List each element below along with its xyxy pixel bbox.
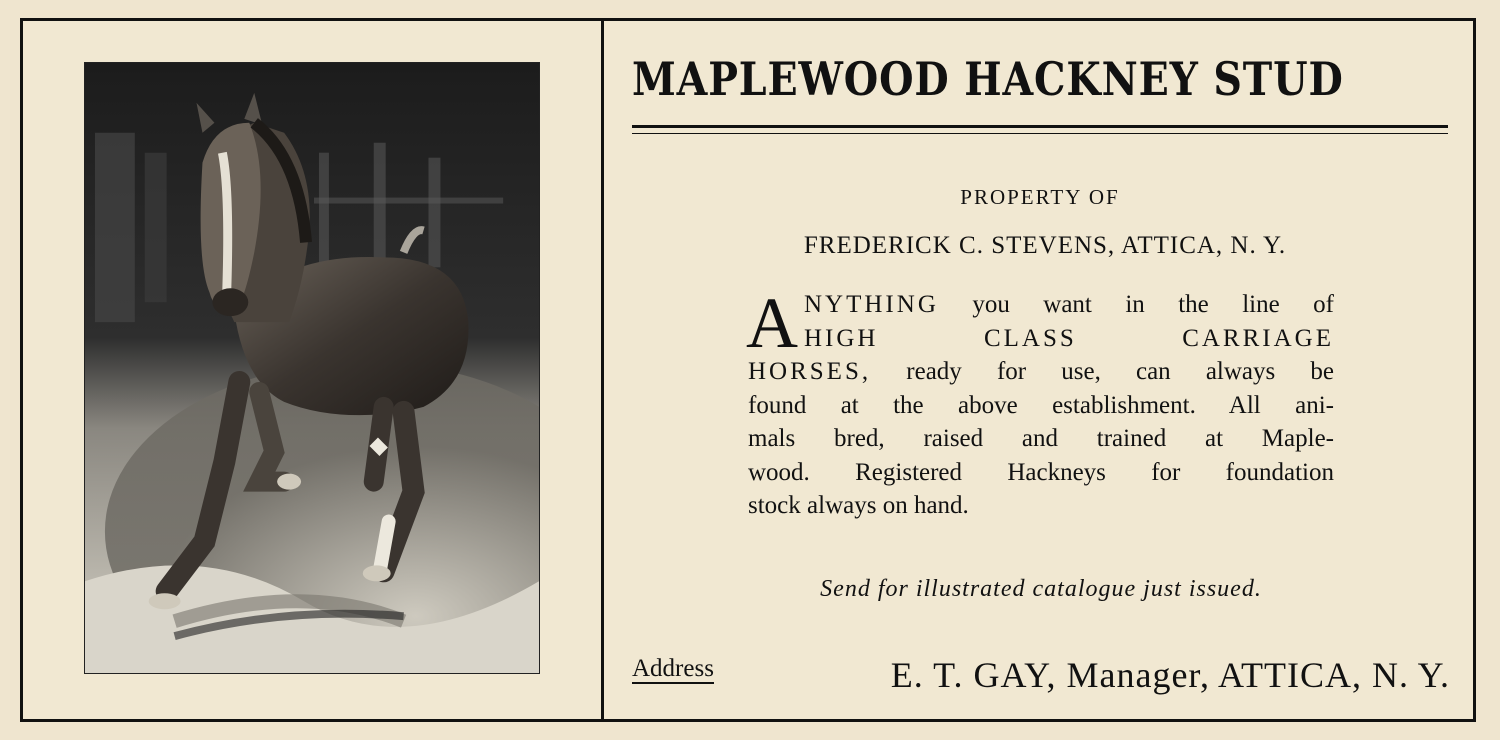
title-rule-thick: [632, 125, 1448, 128]
owner-name: FREDERICK C. STEVENS, ATTICA, N. Y.: [803, 232, 1287, 259]
body-line-6: wood. Registered Hackneys for foundation: [748, 458, 1334, 486]
address-value: E. T. GAY, Manager, ATTICA, N. Y.: [890, 655, 1450, 695]
body-line-2: HIGH CLASS CARRIAGE: [804, 324, 1334, 352]
body-line-4: found at the above establishment. All ani-: [748, 391, 1334, 419]
body-line-3: HORSES, ready for use, can always be: [748, 358, 1334, 385]
column-divider: [601, 18, 604, 722]
catalogue-note: Send for illustrated catalogue just issued.: [820, 576, 1262, 602]
ad-title: MAPLEWOOD HACKNEY STUD: [632, 52, 1344, 106]
body-line-7: stock always on hand.: [748, 492, 969, 519]
body-line-1: A NYTHING you want in the line of: [746, 283, 1334, 363]
drop-cap: A: [746, 283, 798, 363]
address-label: Address: [632, 655, 714, 682]
property-of-label: PROPERTY OF: [960, 185, 1120, 209]
body-line-5: mals bred, raised and trained at Maple-: [748, 425, 1334, 452]
title-rule-thin: [632, 133, 1448, 134]
horse-illustration: [84, 62, 540, 674]
ad-body: [746, 283, 1334, 523]
